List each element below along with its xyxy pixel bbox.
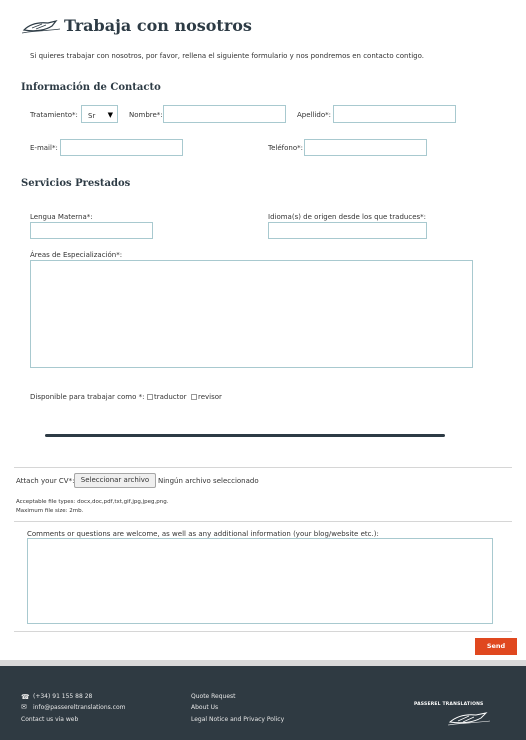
traductor-option[interactable] — [147, 393, 187, 401]
bird-logo-icon — [448, 711, 490, 727]
services-heading: Servicios Prestados — [21, 178, 131, 189]
max-size-note: Maximum file size: 2mb. — [16, 508, 84, 514]
comments-textarea[interactable] — [27, 538, 493, 624]
phone-icon: ☎ — [21, 693, 30, 701]
chevron-down-icon: ▼ — [107, 111, 113, 119]
send-button[interactable]: Send — [475, 638, 517, 655]
footer-phone: (+34) 91 155 88 28 — [33, 693, 93, 700]
lengua-input[interactable] — [30, 222, 153, 239]
intro-text: Si quieres trabajar con nosotros, por favor, rellena el siguiente formulario y nos pondremos en contacto contigo. — [30, 52, 424, 60]
comments-label: Comments or questions are welcome, as well as any additional information (your blog/website etc.): — [27, 530, 379, 538]
footer-email[interactable]: info@passereltranslations.com — [33, 704, 126, 711]
disponible-label: Disponible para trabajar como *: — [30, 393, 145, 401]
telefono-input[interactable] — [304, 139, 427, 156]
select-file-button[interactable]: Seleccionar archivo — [74, 473, 156, 488]
file-status: Ningún archivo seleccionado — [158, 477, 259, 485]
areas-label: Áreas de Especialización*: — [30, 251, 123, 259]
revisor-label: revisor — [198, 393, 222, 401]
traductor-label: traductor — [154, 393, 187, 401]
contact-heading: Información de Contacto — [21, 82, 161, 93]
traductor-checkbox[interactable] — [147, 394, 153, 400]
email-label: E-mail*: — [30, 144, 58, 152]
attach-label: Attach your CV*: — [16, 477, 75, 485]
divider — [14, 467, 512, 468]
tratamiento-select[interactable] — [81, 105, 118, 123]
bird-logo-icon — [22, 18, 60, 36]
section-divider — [45, 434, 445, 437]
apellido-label: Apellido*: — [297, 111, 331, 119]
tratamiento-value: Sr — [88, 112, 96, 120]
idiomas-input[interactable] — [268, 222, 427, 239]
apellido-input[interactable] — [333, 105, 456, 123]
contact-web-link[interactable]: Contact us via web — [21, 716, 79, 723]
lengua-label: Lengua Materna*: — [30, 213, 93, 221]
quote-request-link[interactable]: Quote Request — [191, 693, 236, 700]
nombre-input[interactable] — [163, 105, 286, 123]
footer-brand: PASSEREL TRANSLATIONS — [414, 702, 484, 707]
divider — [14, 631, 512, 632]
areas-textarea[interactable] — [30, 260, 473, 368]
nombre-label: Nombre*: — [129, 111, 163, 119]
legal-notice-link[interactable]: Legal Notice and Privacy Policy — [191, 716, 285, 723]
page-title: Trabaja con nosotros — [64, 16, 252, 35]
revisor-checkbox[interactable] — [191, 394, 197, 400]
tratamiento-label: Tratamiento*: — [30, 111, 78, 119]
divider — [14, 521, 512, 522]
email-input[interactable] — [60, 139, 183, 156]
idiomas-label: Idioma(s) de origen desde los que traduces*: — [268, 213, 427, 221]
about-us-link[interactable]: About Us — [191, 704, 219, 711]
file-types-note: Acceptable file types: docx,doc,pdf,txt,gif,jpg,jpeg,png. — [16, 499, 169, 505]
telefono-label: Teléfono*: — [268, 144, 303, 152]
mail-icon: ✉ — [21, 703, 27, 711]
revisor-option[interactable] — [191, 393, 222, 401]
footer — [0, 660, 526, 740]
